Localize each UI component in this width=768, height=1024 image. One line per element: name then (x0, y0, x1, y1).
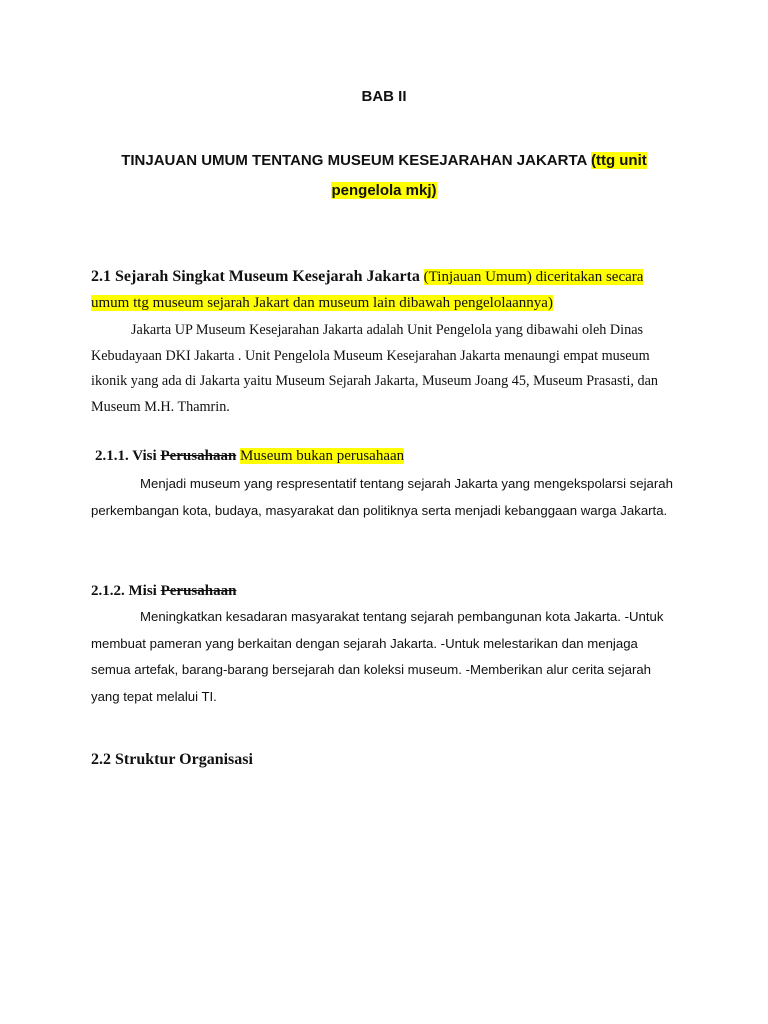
visi-note: Museum bukan perusahaan (240, 448, 405, 464)
chapter-title-note: (ttg unit pengelola mkj) (331, 152, 647, 199)
section-2-1-title: 2.1 Sejarah Singkat Museum Kesejarah Jakarta (91, 268, 420, 285)
section-2-1-heading (91, 264, 681, 316)
misi-body: Meningkatkan kesadaran masyarakat tentang sejarah pembangunan kota Jakarta. -Untuk membuat pameran yang berkaitan dengan sejarah Jakarta. -Untuk melestarikan dan menjaga semua artefak, barang-barang bersejarah dan koleksi museum. -Memberikan alur cerita sejarah yang tepat melalui TI. (91, 609, 664, 704)
section-2-1-note: (Tinjauan Umum) diceritakan secara umum ttg museum sejarah Jakart dan museum lain dibawah pengelolaannya) (91, 269, 644, 311)
visi-heading (95, 445, 685, 467)
misi-heading (91, 580, 681, 602)
section-2-1-body: Jakarta UP Museum Kesejarahan Jakarta adalah Unit Pengelola yang dibawahi oleh Dinas Kebudayaan DKI Jakarta . Unit Pengelola Museum Kesejarahan Jakarta menaungi empat museum ikonik yang ada di Jakarta yaitu Museum Sejarah Jakarta, Museum Joang 45, Museum Prasasti, dan Museum M.H. Thamrin. (91, 322, 658, 415)
section-2-2-title: 2.2 Struktur Organisasi (91, 751, 253, 768)
misi-label: 2.1.2. Misi (91, 583, 157, 599)
visi-struck-word: Perusahaan (160, 448, 237, 464)
visi-label: 2.1.1. Visi (95, 448, 157, 464)
misi-struck-word: Perusahaan (160, 583, 237, 599)
chapter-title (100, 146, 668, 206)
chapter-label: BAB II (361, 88, 407, 105)
chapter-title-main: TINJAUAN UMUM TENTANG MUSEUM KESEJARAHAN JAKARTA (121, 152, 587, 169)
visi-body: Menjadi museum yang respresentatif tentang sejarah Jakarta yang mengekspolarsi sejarah perkembangan kota, budaya, masyarakat dan politiknya serta menjadi kebanggaan warga Jakarta. (91, 476, 673, 518)
